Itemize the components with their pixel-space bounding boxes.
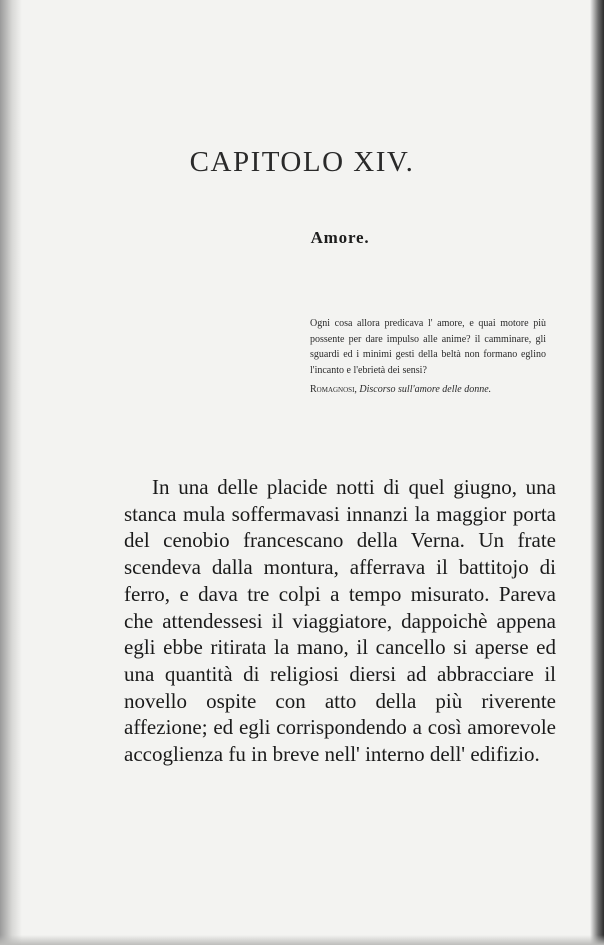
epigraph: [310, 316, 546, 398]
page-bottom-edge: [0, 935, 604, 945]
epigraph-work: Discorso sull'amore delle donne.: [359, 384, 492, 396]
epigraph-author: Romagnosi,: [310, 384, 357, 396]
epigraph-source: [310, 382, 546, 398]
binding-gutter-shadow: [0, 0, 22, 945]
page-edge-shadow: [590, 0, 604, 945]
epigraph-text: Ogni cosa allora predicava l' amore, e quai motore più possente per dare impulso alle anime? il camminare, gli sguardi ed i minimi gesti della beltà non formano eglino l'incanto e l'ebrietà dei sensi?: [310, 318, 546, 376]
chapter-title: CAPITOLO XIV.: [189, 146, 415, 178]
section-title: Amore.: [310, 228, 370, 247]
body-paragraph: In una delle placide notti di quel giugno, una stanca mula soffermavasi innanzi la maggior porta del cenobio francescano della Verna. Un frate scendeva dalla montura, afferrava il battitojo di ferro, e dava tre colpi a tempo misurato. Pareva che attendessesi il viaggiatore, dappoichè appena egli ebbe ritirata la mano, il cancello si aperse ed una quantità di religiosi diersi ad abbracciare il novello ospite con atto della più riverente affezione; ed egli corrispondendo a così amorevole accoglienza fu in breve nell' interno dell' edifizio.: [124, 475, 556, 767]
